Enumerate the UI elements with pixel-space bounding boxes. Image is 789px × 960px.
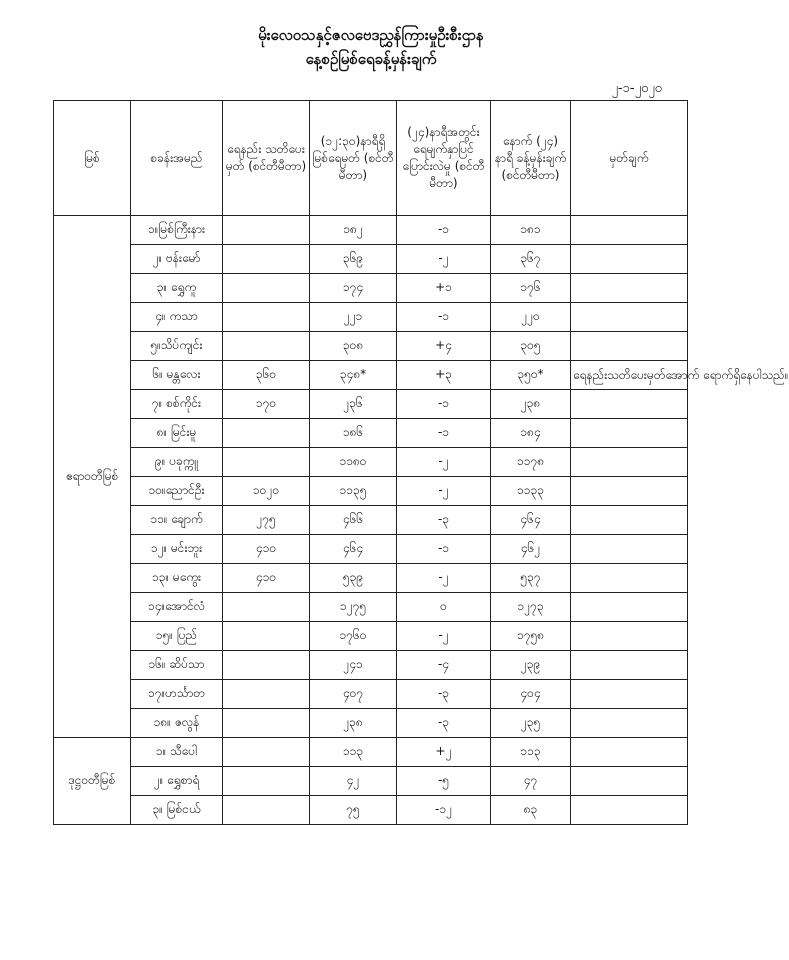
remark-cell [571, 332, 688, 361]
station-cell: ၁၂။ မင်းဘူး [131, 535, 223, 564]
level-change-cell: -၂ [397, 245, 491, 274]
current-level-cell: ၃၆၉ [310, 245, 397, 274]
station-cell: ၃။ မြစ်ငယ် [131, 796, 223, 825]
warning-level-cell [223, 419, 310, 448]
current-level-cell: ၂၃၆ [310, 390, 397, 419]
warning-level-cell [223, 709, 310, 738]
warning-level-cell: ၄၁၀ [223, 535, 310, 564]
table-row [54, 796, 688, 825]
forecast-cell: ၁၈၁ [491, 216, 571, 245]
remark-cell: ရေနည်းသတိပေးမှတ်အောက် ရောက်ရှိနေပါသည်။ [571, 361, 688, 390]
current-level-cell: ၁၇၆၀ [310, 622, 397, 651]
river-name-cell: ဒုဋ္ဌဝတီမြစ် [54, 738, 131, 825]
remark-cell [571, 245, 688, 274]
station-cell: ၁၈။ ဇလွန် [131, 709, 223, 738]
remark-cell [571, 593, 688, 622]
level-change-cell: +၃ [397, 361, 491, 390]
forecast-cell: ၃၅၀* [491, 361, 571, 390]
column-header-remark: မှတ်ချက် [571, 101, 688, 216]
warning-level-cell [223, 680, 310, 709]
current-level-cell: ၁၈၆ [310, 419, 397, 448]
station-cell: ၁၁။ ချောက် [131, 506, 223, 535]
warning-level-cell [223, 303, 310, 332]
current-level-cell: ၁၁၈၀ [310, 448, 397, 477]
column-header-level-change: (၂၄)နာရီအတွင်း ရေမျက်နှာပြင် ပြောင်းလဲမှု (စင်တီမီတာ) [397, 101, 491, 216]
remark-cell [571, 477, 688, 506]
current-level-cell: ၁၈၂ [310, 216, 397, 245]
column-header-current-level: (၁၂:၃၀)နာရီရှိ မြစ်ရေမှတ် (စင်တီမီတာ) [310, 101, 397, 216]
forecast-cell: ၃၆၇ [491, 245, 571, 274]
column-header-warning-level: ရေနည်း သတိပေးမှတ် (စင်တီမီတာ) [223, 101, 310, 216]
table-row [54, 245, 688, 274]
level-change-cell: -၅ [397, 767, 491, 796]
warning-level-cell [223, 738, 310, 767]
level-change-cell: -၁ [397, 535, 491, 564]
station-cell: ၉။ ပခုက္ကူ [131, 448, 223, 477]
station-cell: ၁။ သီပေါ [131, 738, 223, 767]
station-cell: ၄။ ကသာ [131, 303, 223, 332]
remark-cell [571, 448, 688, 477]
forecast-cell: ၁၇၆ [491, 274, 571, 303]
forecast-cell: ၂၃၈ [491, 390, 571, 419]
current-level-cell: ၇၅ [310, 796, 397, 825]
remark-cell [571, 506, 688, 535]
warning-level-cell: ၁၀၂၀ [223, 477, 310, 506]
level-change-cell: -၂ [397, 622, 491, 651]
level-change-cell: +၁ [397, 274, 491, 303]
warning-level-cell: ၄၁၀ [223, 564, 310, 593]
level-change-cell: -၃ [397, 680, 491, 709]
current-level-cell: ၃၄၈* [310, 361, 397, 390]
warning-level-cell [223, 245, 310, 274]
table-row [54, 390, 688, 419]
level-change-cell: -၁၂ [397, 796, 491, 825]
station-cell: ၁။မြစ်ကြီးနား [131, 216, 223, 245]
remark-cell [571, 796, 688, 825]
table-body [54, 216, 789, 825]
forecast-cell: ၄၀၄ [491, 680, 571, 709]
station-cell: ၃။ ရွှေကူ [131, 274, 223, 303]
forecast-cell: ၁၇၅၈ [491, 622, 571, 651]
document-title: မိုးလေဝသနှင့်ဇလဗေဒညွှန်ကြားမှုဦးစီးဌာန [258, 26, 484, 44]
table-row [54, 506, 688, 535]
level-change-cell: -၄ [397, 651, 491, 680]
warning-level-cell: ၁၇၀ [223, 390, 310, 419]
station-cell: ၇။ စစ်ကိုင်း [131, 390, 223, 419]
remark-cell [571, 274, 688, 303]
forecast-cell: ၄၆၄ [491, 506, 571, 535]
table-header-row [54, 101, 688, 216]
warning-level-cell [223, 767, 310, 796]
remark-cell [571, 564, 688, 593]
warning-level-cell [223, 651, 310, 680]
forecast-cell: ၁၈၄ [491, 419, 571, 448]
river-name-cell: ဧရာဝတီမြစ် [54, 216, 131, 738]
table-row [54, 419, 688, 448]
column-header-station: စခန်းအမည် [131, 101, 223, 216]
remark-cell [571, 303, 688, 332]
remark-cell [571, 709, 688, 738]
level-change-cell: -၃ [397, 506, 491, 535]
forecast-cell: ၂၃၉ [491, 651, 571, 680]
warning-level-cell: ၂၇၅ [223, 506, 310, 535]
forecast-cell: ၄၇ [491, 767, 571, 796]
current-level-cell: ၄၀၇ [310, 680, 397, 709]
forecast-cell: ၅၃၇ [491, 564, 571, 593]
warning-level-cell [223, 796, 310, 825]
remark-cell [571, 738, 688, 767]
forecast-cell: ၁၂၇၃ [491, 593, 571, 622]
station-cell: ၅။သိပ်ကျင်း [131, 332, 223, 361]
forecast-cell: ၂၃၅ [491, 709, 571, 738]
current-level-cell: ၁၂၇၅ [310, 593, 397, 622]
forecast-cell: ၁၁၃၃ [491, 477, 571, 506]
current-level-cell: ၁၁၃၅ [310, 477, 397, 506]
forecast-cell: ၈၃ [491, 796, 571, 825]
remark-cell [571, 767, 688, 796]
report-date: ၂-၁-၂၀၂၀ [611, 81, 662, 96]
current-level-cell: ၂၄၁ [310, 651, 397, 680]
warning-level-cell [223, 448, 310, 477]
column-header-forecast: နောက် (၂၄) နာရီ ခန့်မှန်းချက် (စင်တီမီတာ) [491, 101, 571, 216]
level-change-cell: -၂ [397, 564, 491, 593]
station-cell: ၈။ မြင်းမူ [131, 419, 223, 448]
warning-level-cell [223, 332, 310, 361]
level-change-cell: +၂ [397, 738, 491, 767]
station-cell: ၂။ ဗန်းမော် [131, 245, 223, 274]
remark-cell [571, 419, 688, 448]
station-cell: ၁၇။ဟင်္သာတ [131, 680, 223, 709]
remark-cell [571, 680, 688, 709]
table-row [54, 448, 688, 477]
river-forecast-table [53, 100, 789, 825]
forecast-cell: ၁၁၃ [491, 738, 571, 767]
remark-cell [571, 651, 688, 680]
table-row [54, 361, 688, 390]
level-change-cell: +၄ [397, 332, 491, 361]
level-change-cell: -၁ [397, 216, 491, 245]
remark-cell [571, 622, 688, 651]
table-row [54, 274, 688, 303]
table-row [54, 303, 688, 332]
station-cell: ၁၀။ညောင်ဦး [131, 477, 223, 506]
column-header-river: မြစ် [54, 101, 131, 216]
level-change-cell: -၂ [397, 477, 491, 506]
current-level-cell: ၄၂ [310, 767, 397, 796]
remark-cell [571, 535, 688, 564]
table-row [54, 680, 688, 709]
station-cell: ၆။ မန္တလေး [131, 361, 223, 390]
table-row [54, 709, 688, 738]
station-cell: ၂။ ရွှေစာရံ [131, 767, 223, 796]
current-level-cell: ၁၇၄ [310, 274, 397, 303]
table-row [54, 738, 688, 767]
table-row [54, 564, 688, 593]
level-change-cell: -၁ [397, 303, 491, 332]
station-cell: ၁၄။အောင်လံ [131, 593, 223, 622]
forecast-cell: ၃၀၅ [491, 332, 571, 361]
table-row [54, 651, 688, 680]
current-level-cell: ၃၀၈ [310, 332, 397, 361]
forecast-cell: ၂၂၀ [491, 303, 571, 332]
station-cell: ၁၃။ မကွေး [131, 564, 223, 593]
table-row [54, 622, 688, 651]
table-row [54, 767, 688, 796]
station-cell: ၁၅။ ပြည် [131, 622, 223, 651]
forecast-cell: ၁၁၇၈ [491, 448, 571, 477]
table-row [54, 477, 688, 506]
table-row [54, 535, 688, 564]
remark-cell [571, 390, 688, 419]
warning-level-cell: ၃၆၀ [223, 361, 310, 390]
remark-cell [571, 216, 688, 245]
table-row [54, 216, 688, 245]
level-change-cell: ၀ [397, 593, 491, 622]
table-row [54, 332, 688, 361]
current-level-cell: ၄၆၄ [310, 535, 397, 564]
current-level-cell: ၂၃၈ [310, 709, 397, 738]
warning-level-cell [223, 216, 310, 245]
station-cell: ၁၆။ ဆိပ်သာ [131, 651, 223, 680]
level-change-cell: -၂ [397, 448, 491, 477]
document-subtitle: နေ့စဉ်မြစ်ရေခန့်မှန်းချက် [305, 50, 437, 68]
warning-level-cell [223, 593, 310, 622]
level-change-cell: -၃ [397, 709, 491, 738]
current-level-cell: ၁၁၃ [310, 738, 397, 767]
forecast-cell: ၄၆၂ [491, 535, 571, 564]
level-change-cell: -၁ [397, 419, 491, 448]
current-level-cell: ၂၂၁ [310, 303, 397, 332]
level-change-cell: -၁ [397, 390, 491, 419]
warning-level-cell [223, 274, 310, 303]
current-level-cell: ၄၆၆ [310, 506, 397, 535]
current-level-cell: ၅၃၉ [310, 564, 397, 593]
table-row [54, 593, 688, 622]
warning-level-cell [223, 622, 310, 651]
